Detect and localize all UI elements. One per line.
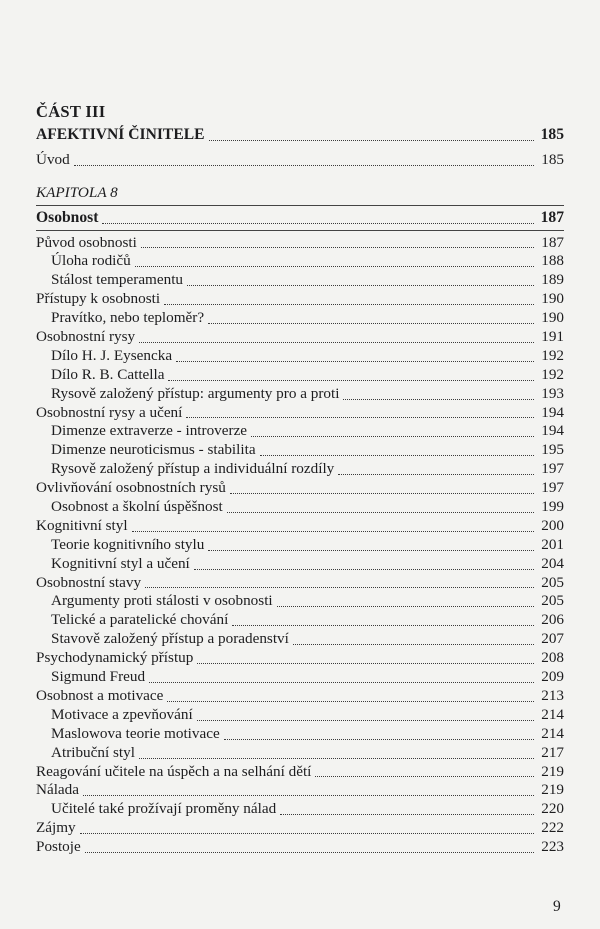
leader-dots [186,417,534,418]
toc-entry-page: 222 [541,819,564,837]
toc-entry-label: Telické a paratelické chování [51,611,229,629]
leader-dots [227,512,534,513]
toc-entry-label: Dimenze extraverze - introverze [51,422,248,440]
leader-dots [251,436,534,437]
toc-entry-page: 219 [541,781,564,799]
toc-entry [36,555,564,574]
leader-dots [139,758,534,759]
toc-entry-page: 189 [541,271,564,289]
chapter-separator [36,205,564,206]
toc-entry-page: 194 [541,422,564,440]
toc-entry-page: 205 [541,592,564,610]
leader-dots [208,323,534,324]
toc-entry-page: 206 [541,611,564,629]
toc-entry-page: 204 [541,554,564,572]
leader-dots [139,342,534,343]
toc-entry-page: 201 [541,535,564,553]
leader-dots [280,814,534,815]
toc-entry-label: Atribuční styl [51,743,135,761]
toc-entry-page: 217 [541,743,564,761]
toc-entry-label: Úloha rodičů [51,252,131,270]
leader-dots [102,223,534,224]
toc-entry-label: Motivace a zpevňování [51,705,193,723]
toc-entry-page: 192 [541,346,564,364]
toc-entry-page: 190 [541,309,564,327]
leader-dots [132,531,534,532]
toc-entry-page: 185 [540,126,564,143]
toc-entry-page: 197 [541,460,564,478]
leader-dots [343,399,534,400]
leader-dots [187,285,534,286]
part-title: ČÁST III [36,102,106,121]
leader-dots [83,795,534,796]
toc-entry-page: 191 [541,328,564,346]
toc-entry-label: AFEKTIVNÍ ČINITELE [36,126,205,143]
leader-dots [209,140,534,141]
toc-entry [36,404,564,423]
leader-dots [208,550,534,551]
toc-entry [36,309,564,328]
toc-entry [36,366,564,385]
toc-entry [36,479,564,498]
leader-dots [232,625,534,626]
toc-entry [36,517,564,536]
chapter-title-row [36,209,564,228]
leader-dots [197,663,534,664]
toc-entry-page: 219 [541,762,564,780]
toc-entry-label: Dimenze neuroticismus - stabilita [51,441,256,459]
leader-dots [74,165,534,166]
toc-entry-label: Psychodynamický přístup [36,649,194,667]
toc-entry-page: 220 [541,800,564,818]
toc-entry-page: 194 [541,403,564,421]
toc-entry [36,234,564,253]
toc-entry-label: Stavově založený přístup a poradenství [51,630,289,648]
leader-dots [164,304,534,305]
leader-dots [168,380,534,381]
toc-entry [36,819,564,838]
leader-dots [176,361,534,362]
toc-entry-page: 207 [541,630,564,648]
toc-entry-label: Úvod [36,150,70,168]
toc-entry [36,460,564,479]
leader-dots [85,852,534,853]
toc-entry-label: Zájmy [36,819,76,837]
toc-entry [36,838,564,857]
page-number: 9 [553,898,561,915]
toc-entry [36,574,564,593]
toc-entry [36,649,564,668]
toc-entry [36,347,564,366]
toc-entry-page: 192 [541,365,564,383]
top-entries [36,126,564,170]
toc-entry-label: Argumenty proti stálosti v osobnosti [51,592,273,610]
toc-entry-label: Osobnostní rysy a učení [36,403,183,421]
toc-entry-label: Stálost temperamentu [51,271,184,289]
toc-entry-label: Maslowova teorie motivace [51,724,220,742]
toc-entry [36,126,564,145]
toc-entry-page: 208 [541,649,564,667]
toc-entry-page: 214 [541,705,564,723]
leader-dots [145,587,534,588]
toc-entry-page: 185 [541,150,564,168]
toc-entry [36,687,564,706]
chapter-page: 187 [540,208,564,226]
toc-entry-label: Kognitivní styl [36,516,128,534]
toc-entry-page: 190 [541,290,564,308]
leader-dots [80,833,534,834]
toc-entry-label: Teorie kognitivního stylu [51,535,205,553]
toc-entry-label: Nálada [36,781,80,799]
toc-entry-page: 214 [541,724,564,742]
toc-entry-page: 200 [541,516,564,534]
toc-entry [36,498,564,517]
toc-entry-page: 213 [541,686,564,704]
leader-dots [135,266,534,267]
leader-dots [194,569,534,570]
leader-dots [141,247,534,248]
toc-entry [36,706,564,725]
leader-dots [277,606,534,607]
toc-entry [36,611,564,630]
toc-entry [36,441,564,460]
toc-entry-page: 187 [541,233,564,251]
toc-entry-page: 188 [541,252,564,270]
leader-dots [149,682,534,683]
table-of-contents [36,126,564,857]
toc-entry-label: Učitelé také prožívají proměny nálad [51,800,277,818]
toc-entry-page: 223 [541,838,564,856]
toc-entry-label: Osobnost a motivace [36,686,164,704]
leader-dots [197,720,534,721]
toc-entry [36,744,564,763]
leader-dots [315,776,534,777]
leader-dots [260,455,534,456]
toc-entry-page: 205 [541,573,564,591]
toc-entries [36,234,564,857]
toc-entry-label: Osobnostní stavy [36,573,142,591]
toc-entry-label: Kognitivní styl a učení [51,554,190,572]
chapter-label: KAPITOLA 8 [36,183,118,201]
toc-entry-label: Rysově založený přístup: argumenty pro a proti [51,384,340,402]
toc-entry-label: Pravítko, nebo teploměr? [51,309,205,327]
leader-dots [293,644,534,645]
toc-entry [36,668,564,687]
toc-entry-label: Sigmund Freud [51,668,146,686]
toc-entry [36,252,564,271]
toc-entry-page: 209 [541,668,564,686]
toc-entry [36,781,564,800]
toc-entry-label: Dílo H. J. Eysencka [51,346,173,364]
leader-dots [338,474,534,475]
toc-entry [36,385,564,404]
toc-entry-page: 193 [541,384,564,402]
toc-entry [36,800,564,819]
toc-entry [36,725,564,744]
toc-entry-label: Osobnost a školní úspěšnost [51,498,223,516]
toc-entry [36,422,564,441]
toc-entry [36,271,564,290]
leader-dots [224,739,534,740]
toc-entry-page: 197 [541,479,564,497]
toc-entry-label: Původ osobnosti [36,233,137,251]
toc-entry-label: Přístupy k osobnosti [36,290,161,308]
leader-dots [230,493,534,494]
toc-entry-label: Dílo R. B. Cattella [51,365,165,383]
toc-entry [36,328,564,347]
toc-entry-page: 199 [541,498,564,516]
toc-entry-label: Rysově založený přístup a individuální rozdíly [51,460,335,478]
toc-entry [36,290,564,309]
chapter-separator-bottom [36,230,564,231]
leader-dots [167,701,534,702]
toc-entry [36,151,564,170]
toc-entry [36,592,564,611]
toc-entry [36,630,564,649]
toc-entry-label: Reagování učitele na úspěch a na selhání dětí [36,762,312,780]
toc-entry [36,536,564,555]
toc-entry-label: Osobnostní rysy [36,328,136,346]
toc-entry [36,763,564,782]
toc-entry-page: 195 [541,441,564,459]
toc-entry-label: Postoje [36,838,81,856]
chapter-title: Osobnost [36,208,99,226]
toc-entry-label: Ovlivňování osobnostních rysů [36,479,226,497]
